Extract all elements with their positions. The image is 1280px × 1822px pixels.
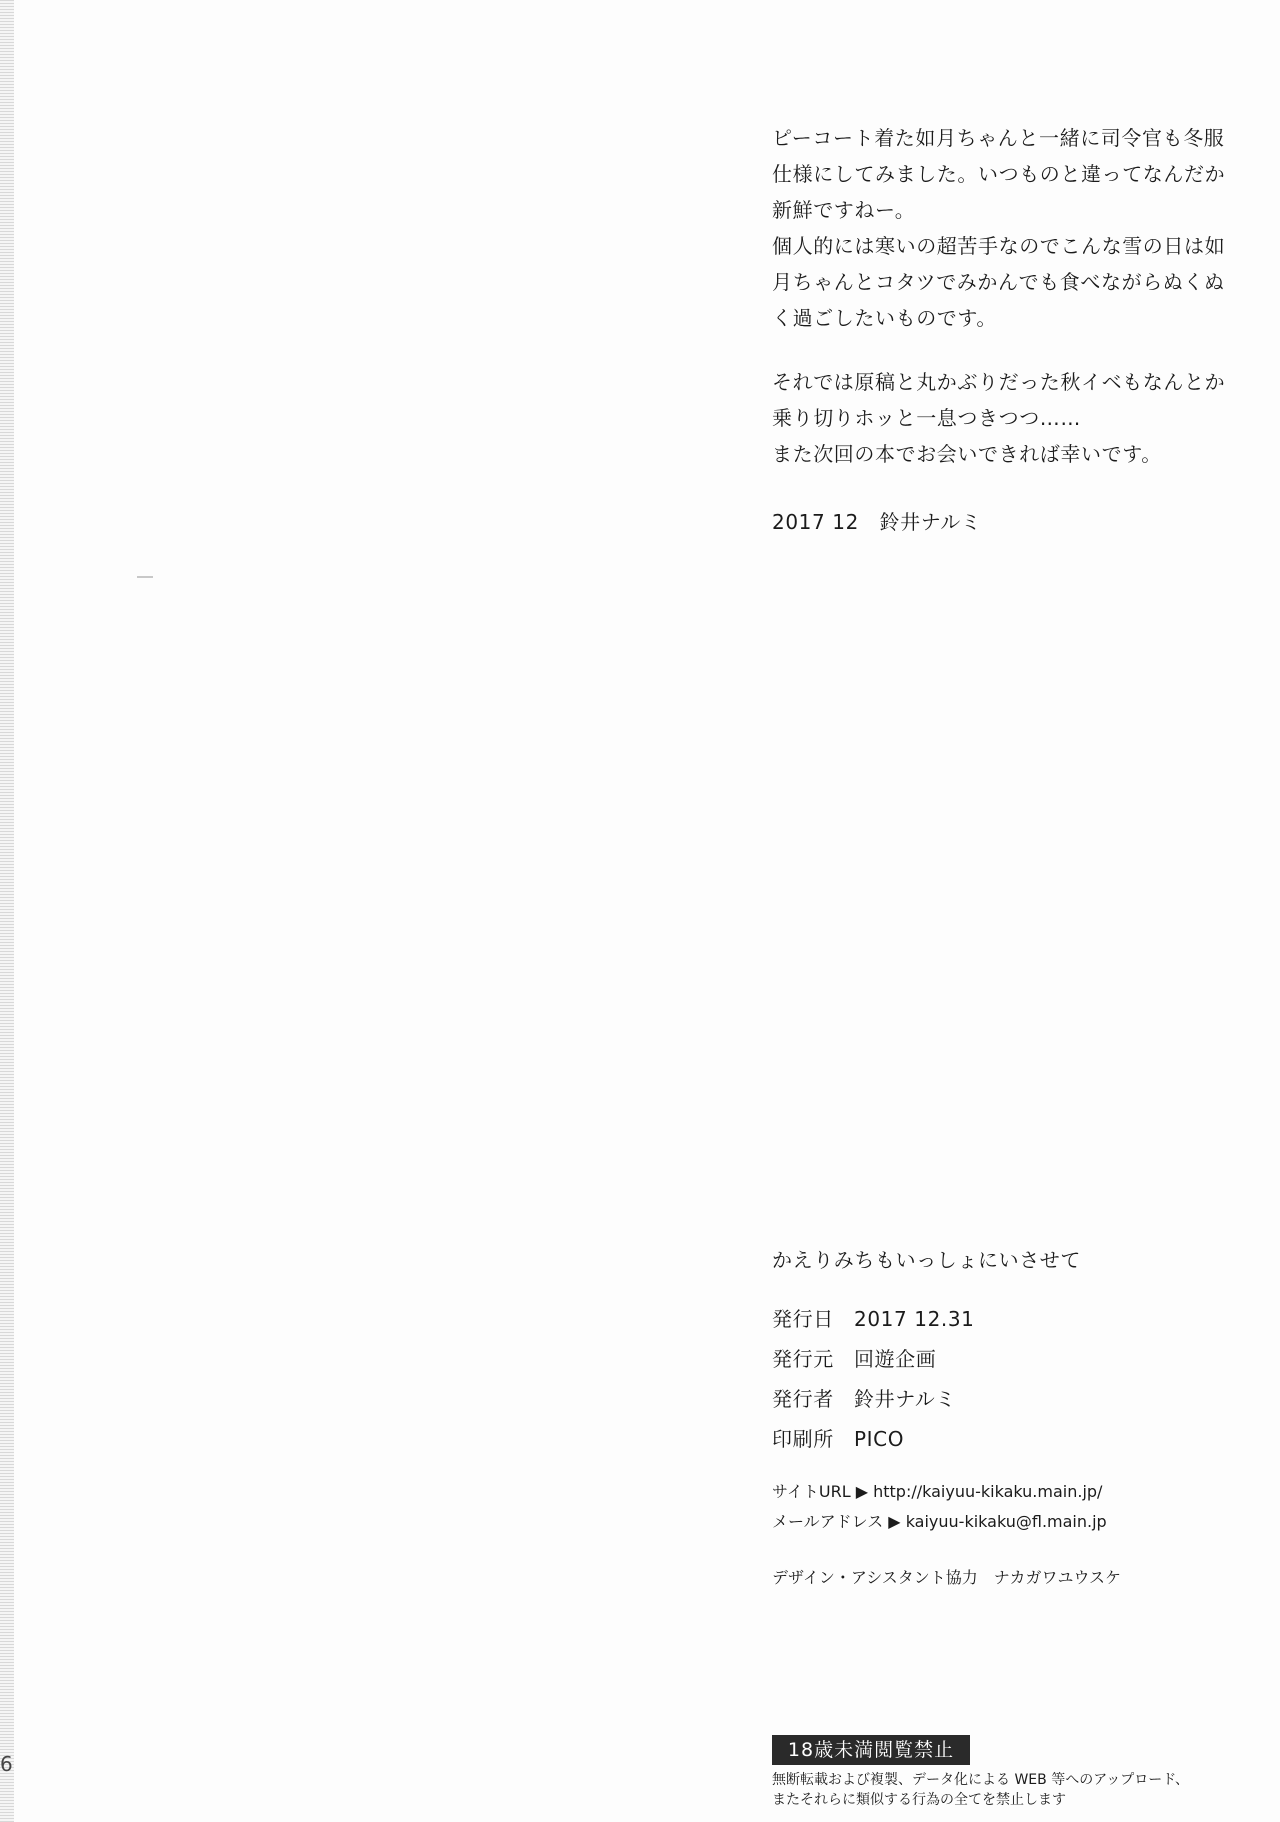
mail-row — [772, 1507, 1242, 1537]
afterword-paragraph-1 — [772, 120, 1242, 336]
colophon-row-date — [772, 1299, 1242, 1339]
row-value: 回遊企画 — [854, 1347, 937, 1371]
afterword-line: 月ちゃんとコタツでみかんでも食べながらぬくぬ — [772, 270, 1225, 294]
page-edge-texture — [0, 0, 14, 1822]
design-credit: デザイン・アシスタント協力 ナカガワユウスケ — [772, 1568, 1121, 1587]
afterword-line: く過ごしたいものです。 — [772, 306, 997, 330]
afterword-line: 個人的には寒いの超苦手なのでこんな雪の日は如 — [772, 234, 1226, 258]
mail-link[interactable]: kaiyuu-kikaku@fl.main.jp — [905, 1512, 1107, 1531]
row-value: PICO — [854, 1427, 905, 1451]
colophon — [772, 1245, 1242, 1591]
mail-label: メールアドレス ▶ — [772, 1512, 901, 1531]
afterword-line: 仕様にしてみました。いつものと違ってなんだか — [772, 162, 1226, 186]
row-label: 印刷所 — [772, 1427, 834, 1451]
colophon-row-publisher — [772, 1339, 1242, 1379]
row-value: 2017 12.31 — [854, 1307, 975, 1331]
colophon-row-printer — [772, 1419, 1242, 1459]
book-title: かえりみちもいっしょにいさせて — [772, 1248, 1081, 1272]
afterword-line: ピーコート着た如月ちゃんと一緒に司令官も冬服 — [772, 126, 1225, 150]
row-value: 鈴井ナルミ — [854, 1387, 956, 1411]
afterword-line: それでは原稿と丸かぶりだった秋イベもなんとか — [772, 370, 1226, 394]
copyright-notice — [772, 1770, 1189, 1810]
site-url-link[interactable]: http://kaiyuu-kikaku.main.jp/ — [873, 1482, 1103, 1501]
afterword-paragraph-2 — [772, 364, 1242, 472]
notice-line: またそれらに類似する行為の全てを禁止します — [772, 1792, 1066, 1808]
afterword-line: 新鮮ですねー。 — [772, 198, 916, 222]
afterword-signature: 2017 12 鈴井ナルミ — [772, 510, 982, 534]
afterword — [772, 120, 1242, 540]
colophon-row-issuer — [772, 1379, 1242, 1419]
afterword-line: また次回の本でお会いできれば幸いです。 — [772, 442, 1162, 466]
row-label: 発行者 — [772, 1387, 834, 1411]
contact-links — [772, 1477, 1242, 1537]
row-label: 発行元 — [772, 1347, 834, 1371]
row-label: 発行日 — [772, 1307, 834, 1331]
age-restriction-badge: 18歳未満閲覧禁止 — [772, 1735, 970, 1765]
afterword-line: 乗り切りホッと一息つきつつ…… — [772, 406, 1081, 430]
notice-line: 無断転載および複製、データ化による WEB 等へのアップロード、 — [772, 1772, 1189, 1788]
page-number: 6 — [0, 1752, 13, 1776]
scan-speck — [137, 576, 153, 578]
site-url-row — [772, 1477, 1242, 1507]
site-url-label: サイトURL ▶ — [772, 1482, 869, 1501]
